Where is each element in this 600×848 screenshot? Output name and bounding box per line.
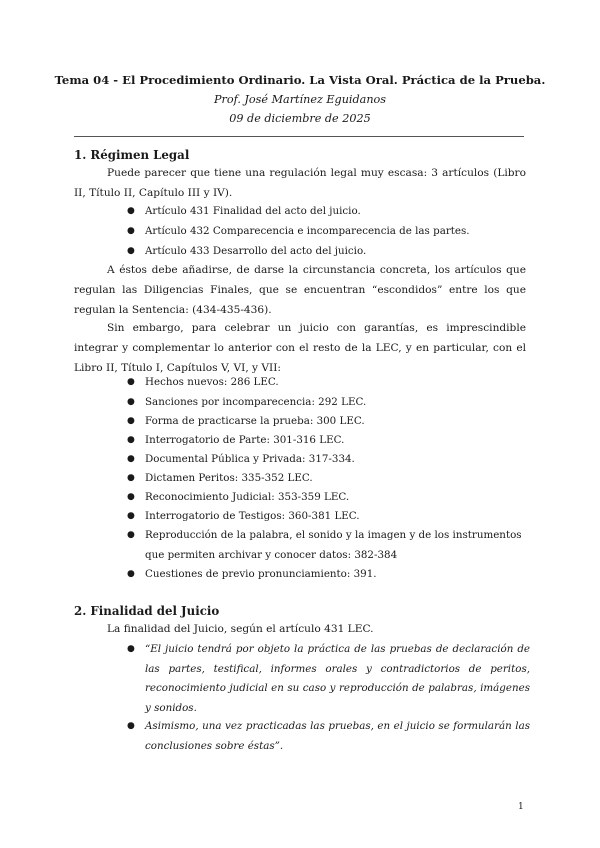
list-item-text: Sanciones por incomparecencia: 292 LEC. [145, 396, 367, 408]
quote-item [127, 717, 530, 756]
list-item [127, 412, 530, 432]
section-1-paragraph-2: A éstos debe añadirse, de darse la circunstancia concreta, los artículos que regulan las Diligencias Finales, que se encuentran “escondidos” entre los que regulan la Sentencia: (434-435-436). [74, 264, 526, 316]
list-item-text: Interrogatorio de Parte: 301-316 LEC. [145, 434, 345, 446]
bullet-icon: ● [127, 206, 135, 216]
list-item [127, 393, 530, 413]
list-item [127, 507, 530, 527]
list-item-text: Reproducción de la palabra, el sonido y la imagen y de los instrumentos que permiten archivar y conocer datos: 382-384 [145, 529, 522, 561]
bullet-icon: ● [127, 226, 135, 236]
bullet-icon: ● [127, 246, 135, 256]
list-item [127, 431, 530, 451]
list-item [127, 488, 530, 508]
bullet-icon: ● [127, 416, 135, 426]
bullet-icon: ● [127, 454, 135, 464]
list-item-text: Forma de practicarse la prueba: 300 LEC. [145, 415, 365, 427]
list-item [127, 222, 530, 242]
list-item-text: Artículo 431 Finalidad del acto del juicio. [145, 205, 361, 217]
section-1-intro: Puede parecer que tiene una regulación legal muy escasa: 3 artículos (Libro II, Título II, Capítulo III y IV). [74, 167, 526, 199]
list-item [127, 469, 530, 489]
section-2-heading: 2. Finalidad del Juicio [74, 604, 220, 618]
section-1-paragraph-3: Sin embargo, para celebrar un juicio con garantías, es imprescindible integrar y complementar lo anterior con el resto de la LEC, y en particular, con el Libro II, Título I, Capítulos V, VI, y VII: [74, 322, 526, 374]
list-item-text: Artículo 432 Comparecencia e incomparecencia de las partes. [145, 225, 470, 237]
bullet-icon: ● [127, 721, 135, 731]
section-2-intro: La finalidad del Juicio, según el artículo 431 LEC. [107, 623, 374, 635]
bullet-icon: ● [127, 492, 135, 502]
date: 09 de diciembre de 2025 [229, 112, 371, 125]
list-item-text: Cuestiones de previo pronunciamiento: 391. [145, 568, 377, 580]
list-item [127, 450, 530, 470]
bullet-icon: ● [127, 644, 135, 654]
header-divider [74, 136, 524, 137]
bullet-icon: ● [127, 397, 135, 407]
list-item-text: Dictamen Peritos: 335-352 LEC. [145, 472, 313, 484]
list-item [127, 202, 530, 222]
list-item-text: Interrogatorio de Testigos: 360-381 LEC. [145, 510, 360, 522]
list-item [127, 526, 530, 565]
list-item [127, 373, 530, 393]
bullet-icon: ● [127, 569, 135, 579]
bullet-icon: ● [127, 530, 135, 540]
bullet-icon: ● [127, 473, 135, 483]
quote-item [127, 640, 530, 718]
list-item-text: Reconocimiento Judicial: 353-359 LEC. [145, 491, 350, 503]
list-item-text: Artículo 433 Desarrollo del acto del juicio. [145, 245, 367, 257]
list-item [127, 565, 530, 585]
page-number: 1 [518, 802, 524, 812]
list-item-text: Hechos nuevos: 286 LEC. [145, 376, 279, 388]
bullet-icon: ● [127, 511, 135, 521]
bullet-icon: ● [127, 377, 135, 387]
author: Prof. José Martínez Eguidanos [213, 93, 387, 106]
list-item [127, 242, 530, 262]
document-title: Tema 04 - El Procedimiento Ordinario. La Vista Oral. Práctica de la Prueba. [54, 73, 546, 87]
quote-text: Asimismo, una vez practicadas las pruebas, en el juicio se formularán las conclusiones sobre éstas”. [145, 720, 530, 752]
list-item-text: Documental Pública y Privada: 317-334. [145, 453, 355, 465]
quote-text: “El juicio tendrá por objeto la práctica de las pruebas de declaración de las partes, testifical, informes orales y contradictorios de peritos, reconocimiento judicial en su caso y reproducción de palabras, imágenes y sonidos. [145, 643, 530, 714]
section-1-heading: 1. Régimen Legal [74, 148, 190, 162]
bullet-icon: ● [127, 435, 135, 445]
